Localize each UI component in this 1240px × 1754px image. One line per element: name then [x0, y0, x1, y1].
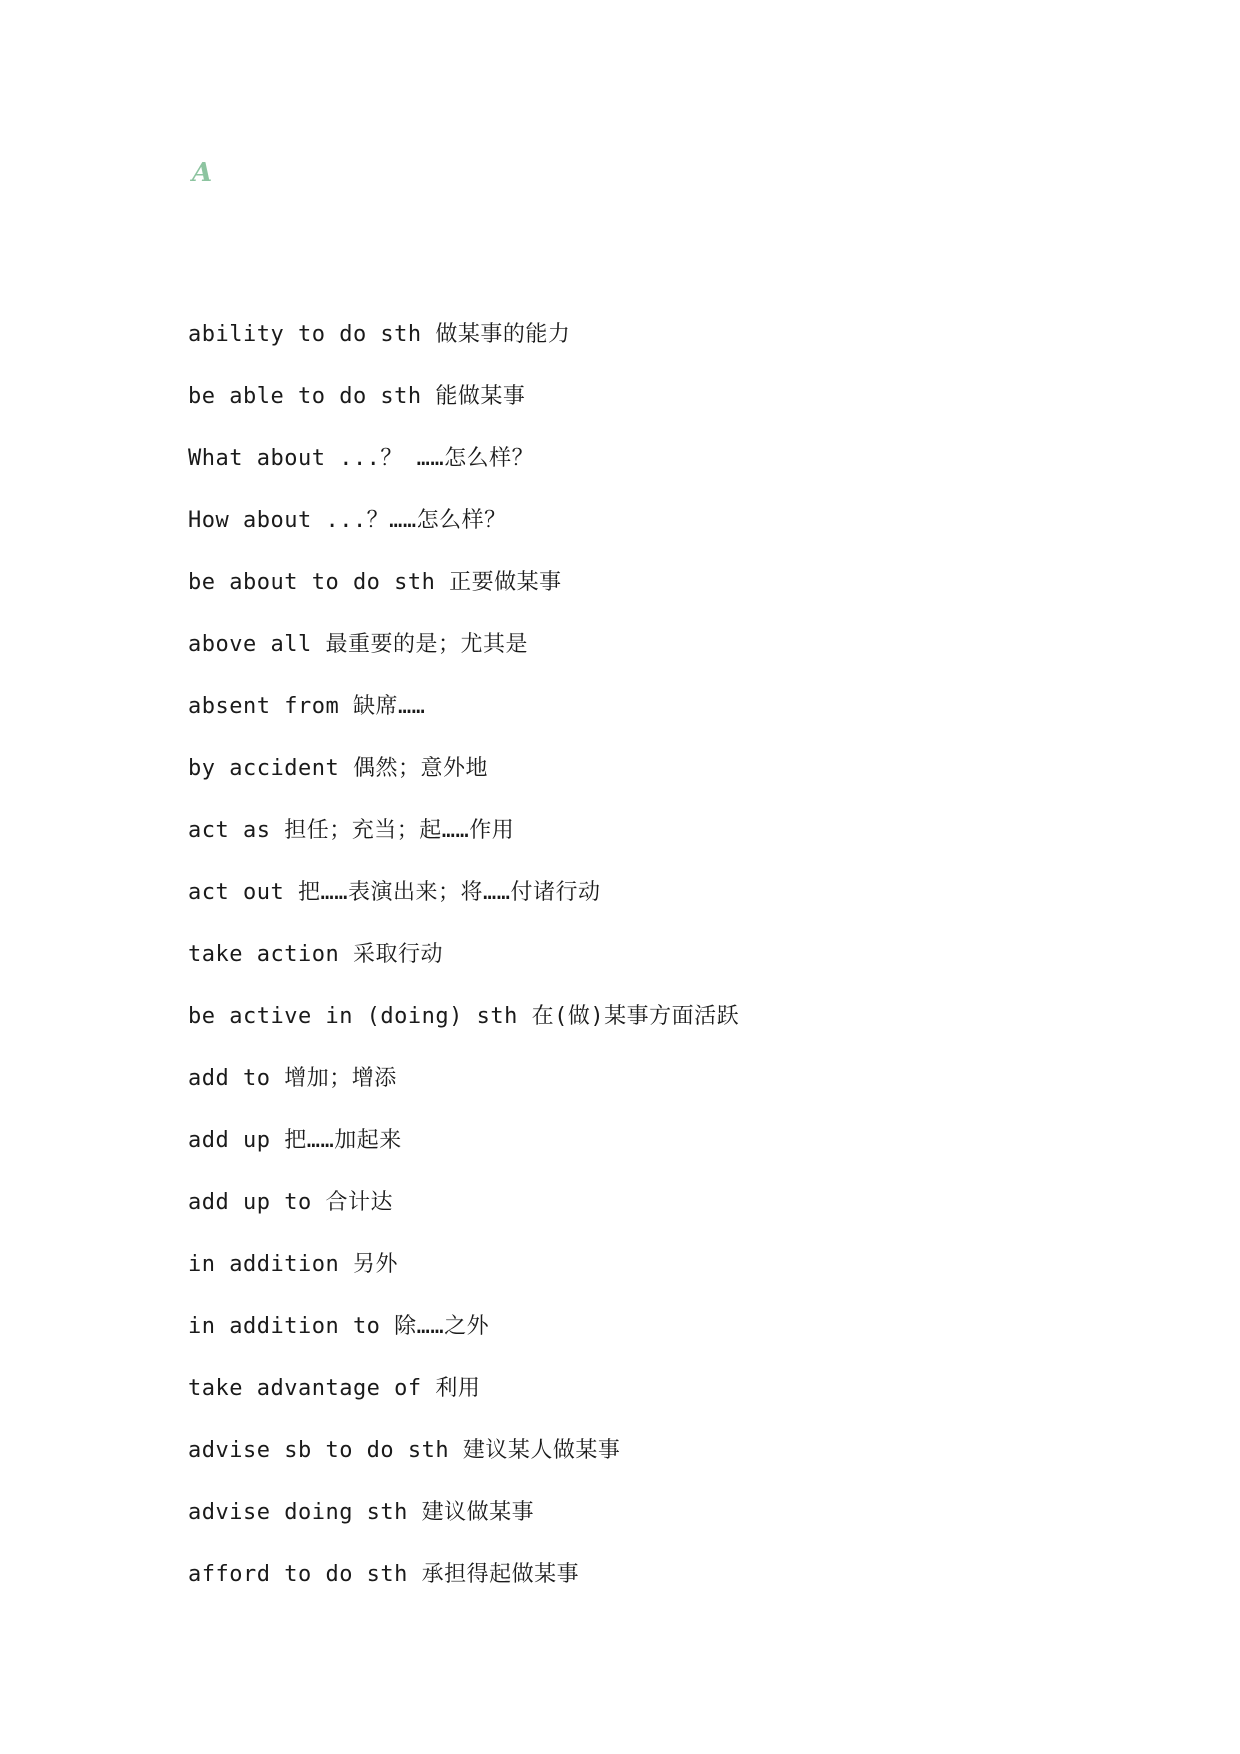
phrase-item: be active in (doing) sth 在(做)某事方面活跃: [188, 1004, 740, 1029]
phrase-item: advise doing sth 建议做某事: [188, 1500, 535, 1525]
phrase-item: add up to 合计达: [188, 1190, 393, 1215]
phrase-item: add to 增加；增添: [188, 1066, 397, 1091]
phrase-item: act out 把……表演出来；将……付诸行动: [188, 880, 601, 905]
phrase-item: absent from 缺席……: [188, 694, 426, 719]
phrase-item: ability to do sth 做某事的能力: [188, 322, 571, 347]
phrase-list: [188, 318, 739, 1620]
phrase-item: advise sb to do sth 建议某人做某事: [188, 1438, 621, 1463]
phrase-item: take advantage of 利用: [188, 1376, 481, 1401]
phrase-item: above all 最重要的是；尤其是: [188, 632, 528, 657]
phrase-item: by accident 偶然；意外地: [188, 756, 488, 781]
phrase-item: be able to do sth 能做某事: [188, 384, 526, 409]
phrase-item: in addition to 除……之外: [188, 1314, 490, 1339]
phrase-item: act as 担任；充当；起……作用: [188, 818, 515, 843]
phrase-item: be about to do sth 正要做某事: [188, 570, 562, 595]
phrase-item: take action 采取行动: [188, 942, 443, 967]
phrase-item: How about ...？……怎么样？: [188, 508, 507, 533]
phrase-item: add up 把……加起来: [188, 1128, 402, 1153]
section-letter-heading: A: [192, 158, 213, 188]
phrase-item: in addition 另外: [188, 1252, 398, 1277]
phrase-item: afford to do sth 承担得起做某事: [188, 1562, 580, 1587]
phrase-item: What about ...？ ……怎么样？: [188, 446, 535, 471]
